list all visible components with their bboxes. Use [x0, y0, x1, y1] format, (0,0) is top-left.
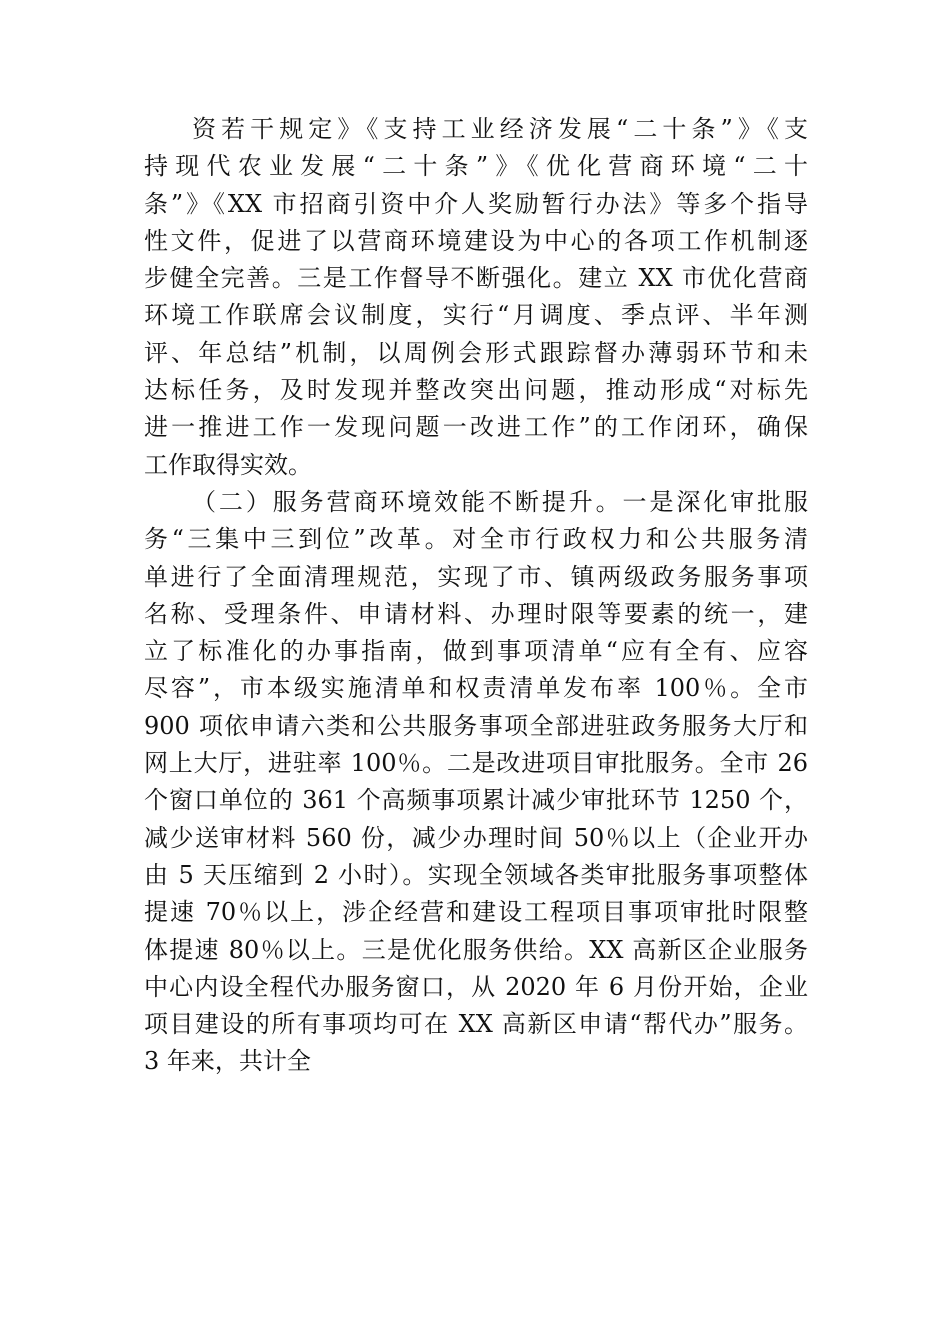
text-line: 条”》《XX 市招商引资中介人奖励暂行办法》等多个指导 [144, 189, 808, 218]
text-line: 项目建设的所有事项均可在 XX 高新区申请“帮代办”服务。 [144, 1010, 808, 1039]
paragraph-1 [144, 111, 808, 484]
text-line: 900 项依申请六类和公共服务事项全部进驻政务服务大厅和 [144, 711, 808, 740]
text-line: 个窗口单位的 361 个高频事项累计减少审批环节 1250 个， [144, 786, 808, 815]
text-line: 3 年来，共计全 [144, 1047, 311, 1076]
text-line: 立了标准化的办事指南，做到事项清单“应有全有、应容 [144, 637, 808, 666]
text-line: 评、年总结”机制，以周例会形式跟踪督办薄弱环节和未 [144, 338, 808, 367]
text-line: 网上大厅，进驻率 100％。二是改进项目审批服务。全市 26 [144, 749, 808, 778]
text-line: 提速 70％以上，涉企经营和建设工程项目事项审批时限整 [144, 898, 808, 927]
text-line: 由 5 天压缩到 2 小时）。实现全领域各类审批服务事项整体 [144, 860, 808, 889]
paragraph-2 [144, 484, 808, 1081]
text-line: 性文件，促进了以营商环境建设为中心的各项工作机制逐 [144, 226, 808, 255]
text-line: 名称、受理条件、申请材料、办理时限等要素的统一，建 [144, 599, 808, 628]
text-line: 步健全完善。三是工作督导不断强化。建立 XX 市优化营商 [144, 264, 808, 293]
body-text [144, 111, 808, 1081]
text-line: 环境工作联席会议制度，实行“月调度、季点评、半年测 [144, 301, 808, 330]
text-line: 资若干规定》《支持工业经济发展“二十条”》《支 [192, 115, 808, 143]
text-line: 务“三集中三到位”改革。对全市行政权力和公共服务清 [144, 525, 808, 554]
text-line: 单进行了全面清理规范，实现了市、镇两级政务服务事项 [144, 562, 808, 591]
text-line: 持现代农业发展“二十条”》《优化营商环境“二十 [144, 152, 808, 181]
text-line: 进一推进工作一发现问题一改进工作”的工作闭环，确保 [144, 413, 808, 442]
text-line: 达标任务，及时发现并整改突出问题，推动形成“对标先 [144, 376, 808, 405]
text-line: 减少送审材料 560 份，减少办理时间 50％以上（企业开办 [144, 823, 808, 852]
text-line: 体提速 80％以上。三是优化服务供给。XX 高新区企业服务 [144, 935, 808, 964]
text-line: 尽容”，市本级实施清单和权责清单发布率 100％。全市 [144, 674, 808, 703]
text-line: （二）服务营商环境效能不断提升。一是深化审批服 [192, 487, 808, 516]
text-line: 工作取得实效。 [144, 450, 312, 479]
text-line: 中心内设全程代办服务窗口，从 2020 年 6 月份开始，企业 [144, 972, 808, 1001]
